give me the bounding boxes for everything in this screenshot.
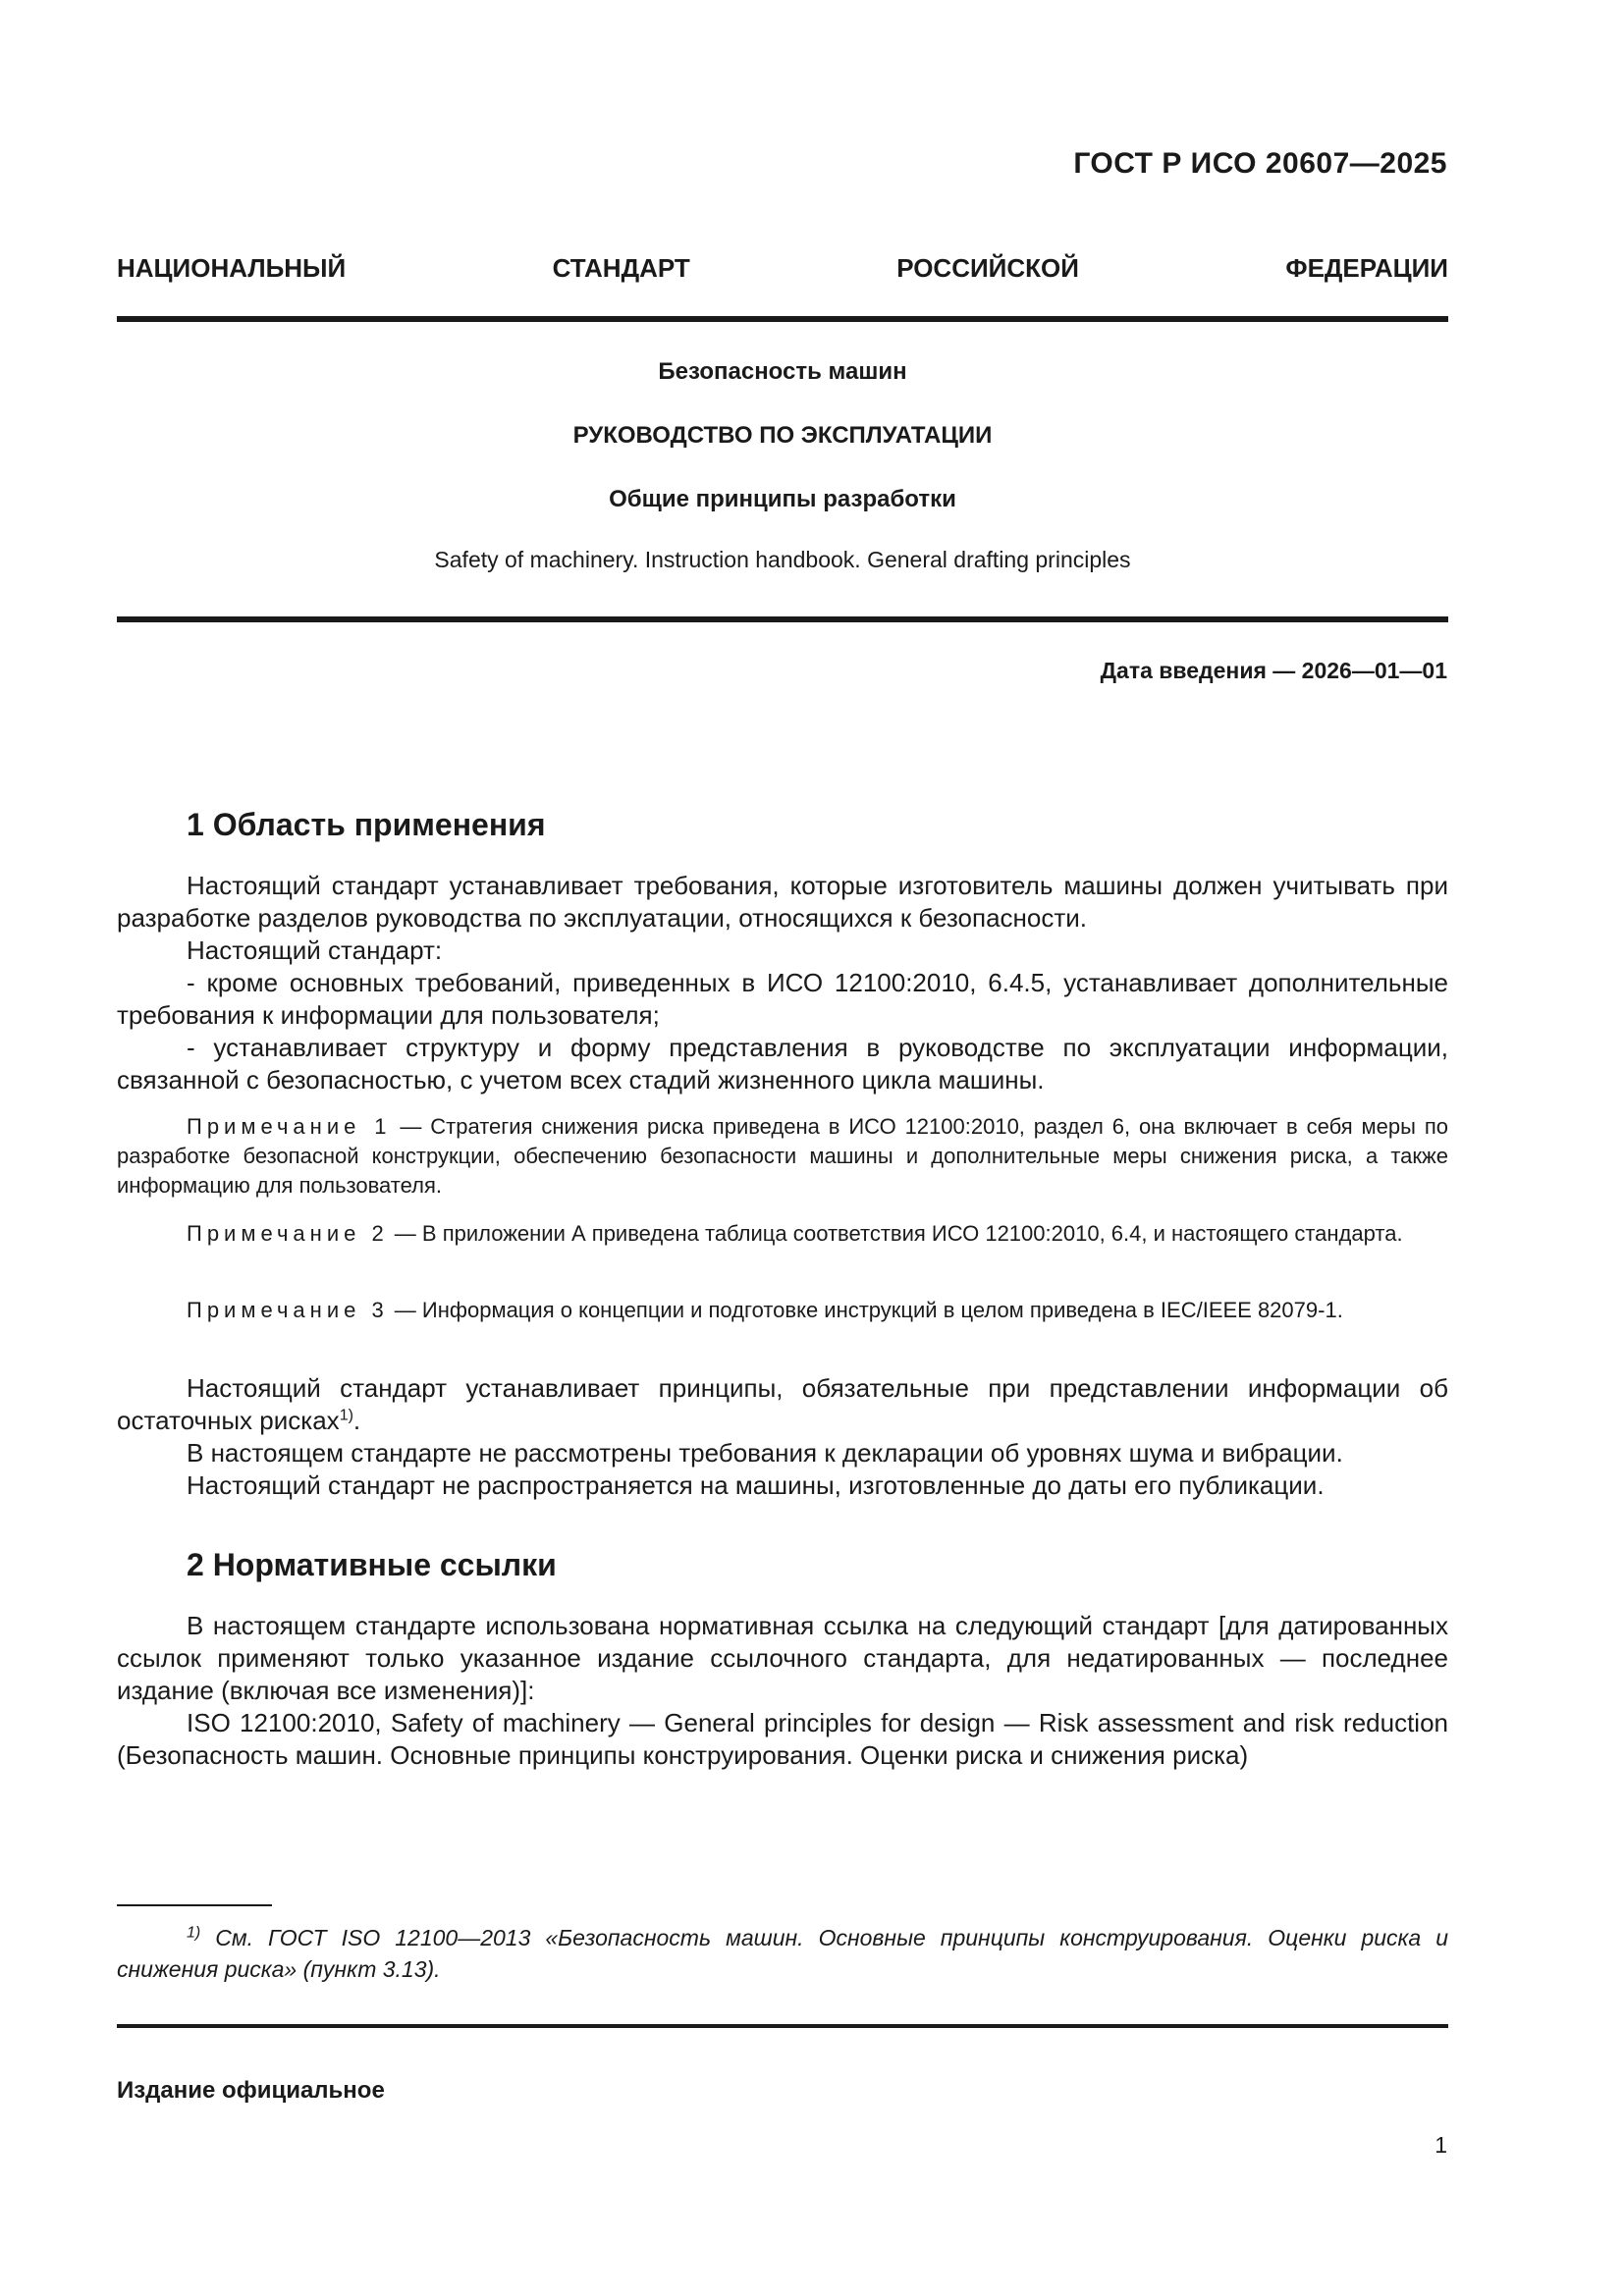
banner-word: СТАНДАРТ [552,253,690,283]
paragraph-text: Настоящий стандарт устанавливает принципы, обязательные при представлении информации об остаточных рисках [117,1373,1448,1435]
note-label: Примечание 2 [187,1221,389,1246]
introduction-date: Дата введения — 2026—01—01 [1100,658,1447,683]
page-number: 1 [1435,2132,1447,2158]
footnote [117,1922,1448,1985]
section-2-paragraph: ISO 12100:2010, Safety of machinery — General principles for design — Risk assessment and risk reduction (Безопасность машин. Основные принципы конструирования. Оценки риска и снижения риска) [117,1708,1448,1770]
section-2-paragraph: В настоящем стандарте использована нормативная ссылка на следующий стандарт [для датированных ссылок применяют только указанное издание ссылочного стандарта, для недатированных — последнее издание (включая все изменения)]: [117,1611,1448,1705]
banner-word: ФЕДЕРАЦИИ [1285,253,1448,283]
document-number: ГОСТ Р ИСО 20607—2025 [1073,147,1447,180]
section-2-heading: 2 Нормативные ссылки [187,1547,557,1582]
banner-word: РОССИЙСКОЙ [896,253,1079,283]
note-text: — В приложении А приведена таблица соответствия ИСО 12100:2010, 6.4, и настоящего стандарта. [388,1221,1403,1246]
footnote-mark: 1) [187,1924,201,1942]
title-bottom-rule [117,616,1448,622]
note-1 [117,1112,1448,1201]
footnote-text: См. ГОСТ ISO 12100—2013 «Безопасность машин. Основные принципы конструирования. Оценки риска и снижения риска» (пункт 3.13). [117,1925,1448,1982]
section-1-paragraph: - устанавливает структуру и форму представления в руководстве по эксплуатации информации, связанной с безопасностью, с учетом всех стадий жизненного цикла машины. [117,1033,1448,1095]
official-edition-label: Издание официальное [117,2077,385,2104]
paragraph-end: . [352,1406,361,1435]
top-rule [117,316,1448,322]
title-line-1: Безопасность машин [658,358,907,385]
note-text: — Информация о концепции и подготовке инструкций в целом приведена в IEC/IEEE 82079-1. [388,1298,1343,1322]
section-1-paragraph [117,1372,1448,1437]
footer-rule [117,2024,1448,2028]
note-label: Примечание 1 [187,1114,392,1139]
section-1-paragraph: В настоящем стандарте не рассмотрены требования к декларации об уровнях шума и вибрации. [187,1438,1343,1468]
footnote-reference: 1) [339,1407,353,1424]
note-3 [117,1296,1448,1325]
title-line-3: Общие принципы разработки [609,486,956,512]
section-1-paragraph: - кроме основных требований, приведенных в ИСО 12100:2010, 6.4.5, устанавливает дополнительные требования к информации для пользователя; [117,968,1448,1030]
note-2 [117,1219,1448,1249]
national-standard-banner [117,253,1448,284]
section-1-heading: 1 Область применения [187,807,546,842]
section-1-paragraph: Настоящий стандарт: [187,935,443,965]
banner-word: НАЦИОНАЛЬНЫЙ [117,253,347,283]
note-text: — Стратегия снижения риска приведена в ИСО 12100:2010, раздел 6, она включает в себя меры по разработке безопасной конструкции, обеспечению безопасности машины и дополнительные меры снижения риска, а также информацию для пользователя. [117,1114,1448,1198]
section-1-paragraph: Настоящий стандарт не распространяется на машины, изготовленные до даты его публикации. [187,1470,1325,1500]
footnote-separator [117,1904,272,1906]
section-1-paragraph: Настоящий стандарт устанавливает требования, которые изготовитель машины должен учитывать при разработке разделов руководства по эксплуатации, относящихся к безопасности. [117,871,1448,933]
note-label: Примечание 3 [187,1298,389,1322]
title-line-2: РУКОВОДСТВО ПО ЭКСПЛУАТАЦИИ [572,422,993,449]
title-english: Safety of machinery. Instruction handbook. General drafting principles [434,547,1131,572]
